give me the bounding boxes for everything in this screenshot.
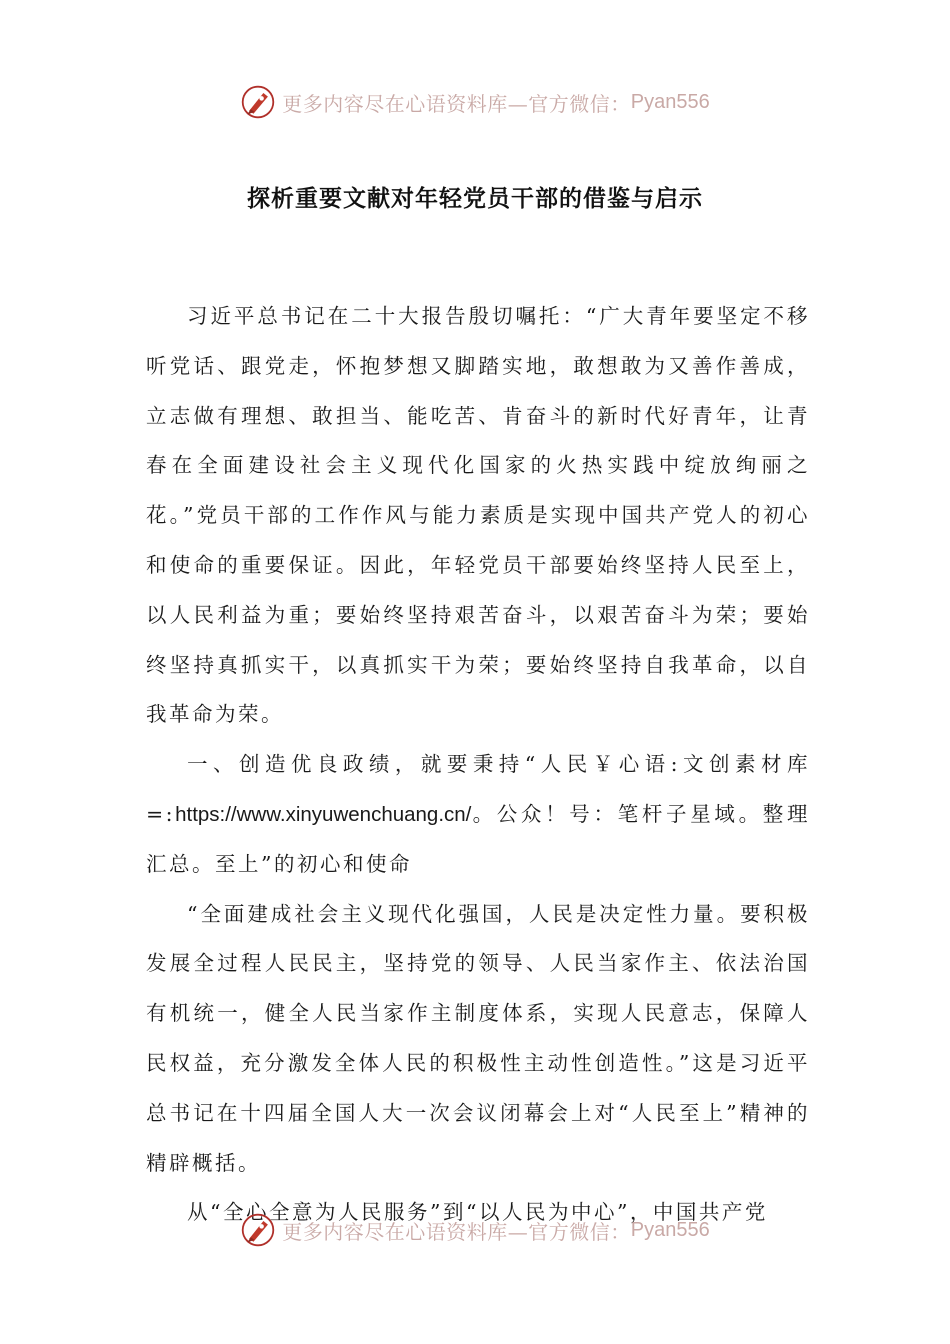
heading-text-continued: 。公众！号：笔杆子星域。整理汇总。至上”的初心和使命 (146, 801, 810, 876)
document-title: 探析重要文献对年轻党员干部的借鉴与启示 (247, 186, 703, 212)
paragraph-quote: “全面建成社会主义现代化强国，人民是决定性力量。要积极发展全过程人民民主，坚持党的领导、人民当家作主、依法治国有机统一，健全人民当家作主制度体系，实现人民意志，保障人民权益，充分激发全体人民的积极性主动性创造性。”这是习近平总书记在十四届全国人大一次会议闭幕会上对“人民至上”精神的精辟概括。 (146, 901, 810, 1175)
watermark-wechat-id: Pyan556 (630, 90, 710, 113)
watermark-banner-bottom (0, 1208, 950, 1252)
paragraph-continuation: 从“全心全意为人民服务”到“以人民为中心”，中国共产党 (187, 1200, 768, 1225)
fountain-pen-logo-icon (240, 1212, 276, 1248)
heading-text: 一、创造优良政绩，就要秉持“人民￥心语:文创素材库=: (146, 752, 810, 826)
website-link[interactable]: https://www.xinyuwenchuang.cn/ (175, 802, 472, 826)
paragraph-intro: 习近平总书记在二十大报告殷切嘱托：“广大青年要坚定不移听党话、跟党走，怀抱梦想又脚踏实地，敢想敢为又善作善成，立志做有理想、敢担当、能吃苦、肯奋斗的新时代好青年，让青春在全面建设社会主义现代化国家的火热实践中绽放绚丽之花。”党员干部的工作作风与能力素质是实现中国共产党人的初心和使命的重要保证。因此，年轻党员干部要始终坚持人民至上，以人民利益为重；要始终坚持艰苦奋斗，以艰苦奋斗为荣；要始终坚持真抓实干，以真抓实干为荣；要始终坚持自我革命，以自我革命为荣。 (146, 304, 810, 727)
watermark-text: 更多内容尽在心语资料库—官方微信： (282, 1219, 631, 1244)
section-heading-1 (146, 740, 810, 889)
watermark-text: 更多内容尽在心语资料库—官方微信： (282, 91, 631, 116)
document-body (146, 292, 810, 1238)
watermark-banner-top (0, 80, 950, 124)
fountain-pen-logo-icon (240, 84, 276, 120)
watermark-wechat-id: Pyan556 (630, 1218, 710, 1241)
